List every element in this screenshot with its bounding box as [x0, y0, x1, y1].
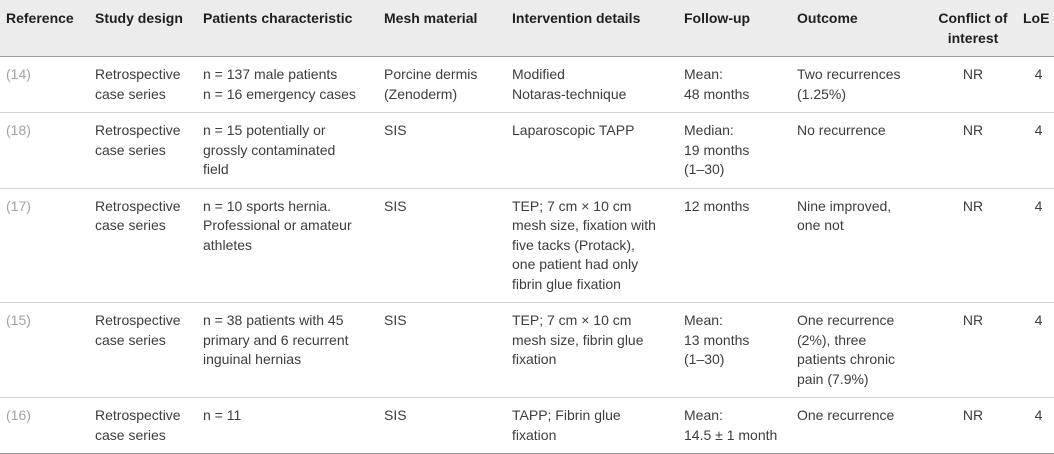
header-row: [0, 0, 1054, 57]
cell-line: SIS: [384, 407, 407, 423]
cell-outcome: [791, 398, 923, 454]
cell-line: Professional or amateur: [203, 217, 352, 233]
cell-followup: [678, 398, 791, 454]
cell-intervention: [506, 188, 678, 303]
cell-outcome: [791, 113, 923, 189]
cell-line: primary and 6 recurrent: [203, 331, 349, 348]
cell-mesh: [378, 303, 506, 398]
cell-line: Nine improved,: [797, 197, 892, 214]
cell-line: fibrin glue fixation: [512, 275, 621, 292]
header-patients: Patients characteristic: [197, 0, 378, 57]
cell-reference: (18): [0, 113, 89, 189]
cell-line: 14.5 ± 1 month: [684, 426, 778, 443]
cell-line: No recurrence: [797, 122, 886, 138]
cell-reference: (17): [0, 188, 89, 303]
cell-line: patients chronic: [797, 351, 896, 367]
cell-line: n = 15 potentially or: [203, 122, 326, 138]
header-loe: LoE: [1021, 0, 1054, 57]
cell-study-design: [89, 188, 197, 303]
cell-loe: 4: [1021, 113, 1054, 189]
table-row: [0, 188, 1054, 303]
cell-line: inguinal hernias: [203, 351, 302, 367]
cell-patients: [197, 398, 378, 454]
cell-line: mesh size, fibrin glue: [512, 331, 644, 348]
cell-line: pain (7.9%): [797, 370, 869, 387]
cell-study-design: [89, 303, 197, 398]
cell-line: Retrospective: [95, 66, 181, 82]
cell-line: mesh size, fixation with: [512, 217, 656, 233]
cell-line: five tacks (Protack),: [512, 236, 635, 253]
cell-line: n = 16 emergency cases: [203, 85, 356, 102]
cell-study-design: [89, 57, 197, 113]
cell-line: SIS: [384, 312, 407, 328]
cell-outcome: [791, 57, 923, 113]
table-row: [0, 398, 1054, 454]
cell-outcome: [791, 188, 923, 303]
cell-followup: [678, 188, 791, 303]
cell-line: One recurrence: [797, 312, 895, 328]
cell-line: Notaras-technique: [512, 85, 627, 102]
cell-followup: [678, 303, 791, 398]
cell-mesh: [378, 398, 506, 454]
cell-line: n = 10 sports hernia.: [203, 197, 332, 214]
cell-line: 12 months: [684, 197, 750, 214]
cell-mesh: [378, 57, 506, 113]
header-followup: Follow-up: [678, 0, 791, 57]
cell-mesh: [378, 113, 506, 189]
cell-reference: (14): [0, 57, 89, 113]
cell-line: (2%), three: [797, 331, 867, 348]
cell-line: SIS: [384, 122, 407, 138]
cell-loe: 4: [1021, 303, 1054, 398]
header-conflict-of-interest: [923, 0, 1021, 57]
table-row: [0, 113, 1054, 189]
cell-line: Porcine dermis: [384, 66, 478, 82]
cell-line: case series: [95, 426, 166, 443]
cell-conflict-of-interest: NR: [923, 303, 1021, 398]
table-row: [0, 57, 1054, 113]
cell-line: Retrospective: [95, 122, 181, 138]
cell-line: Laparoscopic TAPP: [512, 122, 635, 138]
cell-line: fixation: [512, 426, 557, 443]
header-study-design: Study design: [89, 0, 197, 57]
cell-followup: [678, 57, 791, 113]
cell-line: case series: [95, 331, 166, 348]
cell-line: (1.25%): [797, 85, 847, 102]
cell-line: TEP; 7 cm × 10 cm: [512, 197, 632, 214]
cell-intervention: [506, 57, 678, 113]
table-body: [0, 57, 1054, 454]
cell-line: Modified: [512, 66, 565, 82]
cell-line: Mean:: [684, 312, 723, 328]
cell-loe: 4: [1021, 188, 1054, 303]
cell-patients: [197, 303, 378, 398]
cell-line: TEP; 7 cm × 10 cm: [512, 312, 632, 328]
cell-intervention: [506, 113, 678, 189]
cell-conflict-of-interest: NR: [923, 188, 1021, 303]
cell-line: One recurrence: [797, 407, 895, 423]
cell-line: Retrospective: [95, 312, 181, 328]
cell-line: 48 months: [684, 85, 750, 102]
header-intervention: Intervention details: [506, 0, 678, 57]
cell-line: SIS: [384, 197, 407, 214]
cell-patients: [197, 57, 378, 113]
cell-line: Retrospective: [95, 407, 181, 423]
cell-line: 19 months: [684, 141, 750, 158]
cell-line: n = 38 patients with 45: [203, 312, 344, 328]
header-coi-line: interest: [947, 29, 999, 46]
cell-line: (1–30): [684, 351, 725, 367]
cell-line: one not: [797, 217, 844, 233]
cell-line: case series: [95, 141, 166, 158]
cell-intervention: [506, 398, 678, 454]
cell-line: 13 months: [684, 331, 750, 348]
cell-followup: [678, 113, 791, 189]
cell-patients: [197, 113, 378, 189]
header-coi-line: Conflict of: [938, 10, 1008, 26]
cell-line: Mean:: [684, 407, 723, 423]
cell-line: case series: [95, 217, 166, 233]
cell-line: Two recurrences: [797, 66, 901, 82]
table-row: [0, 303, 1054, 398]
cell-conflict-of-interest: NR: [923, 57, 1021, 113]
cell-loe: 4: [1021, 57, 1054, 113]
cell-outcome: [791, 303, 923, 398]
header-reference: Reference: [0, 0, 89, 57]
cell-line: grossly contaminated: [203, 141, 336, 158]
cell-reference: (16): [0, 398, 89, 454]
cell-mesh: [378, 188, 506, 303]
cell-patients: [197, 188, 378, 303]
cell-line: (Zenoderm): [384, 85, 458, 102]
cell-line: case series: [95, 85, 166, 102]
cell-line: TAPP; Fibrin glue: [512, 407, 621, 423]
cell-conflict-of-interest: NR: [923, 398, 1021, 454]
cell-line: (1–30): [684, 161, 725, 177]
cell-line: n = 11: [203, 407, 242, 423]
cell-loe: 4: [1021, 398, 1054, 454]
cell-line: fixation: [512, 351, 557, 367]
header-outcome: Outcome: [791, 0, 923, 57]
cell-line: Median:: [684, 122, 734, 138]
cell-intervention: [506, 303, 678, 398]
cell-line: n = 137 male patients: [203, 66, 338, 82]
cell-study-design: [89, 113, 197, 189]
cell-reference: (15): [0, 303, 89, 398]
cell-line: athletes: [203, 236, 253, 253]
header-mesh: Mesh material: [378, 0, 506, 57]
cell-line: Mean:: [684, 66, 723, 82]
cell-line: Retrospective: [95, 197, 181, 214]
cell-line: field: [203, 161, 229, 177]
cell-study-design: [89, 398, 197, 454]
cell-line: one patient had only: [512, 256, 639, 272]
cell-conflict-of-interest: NR: [923, 113, 1021, 189]
